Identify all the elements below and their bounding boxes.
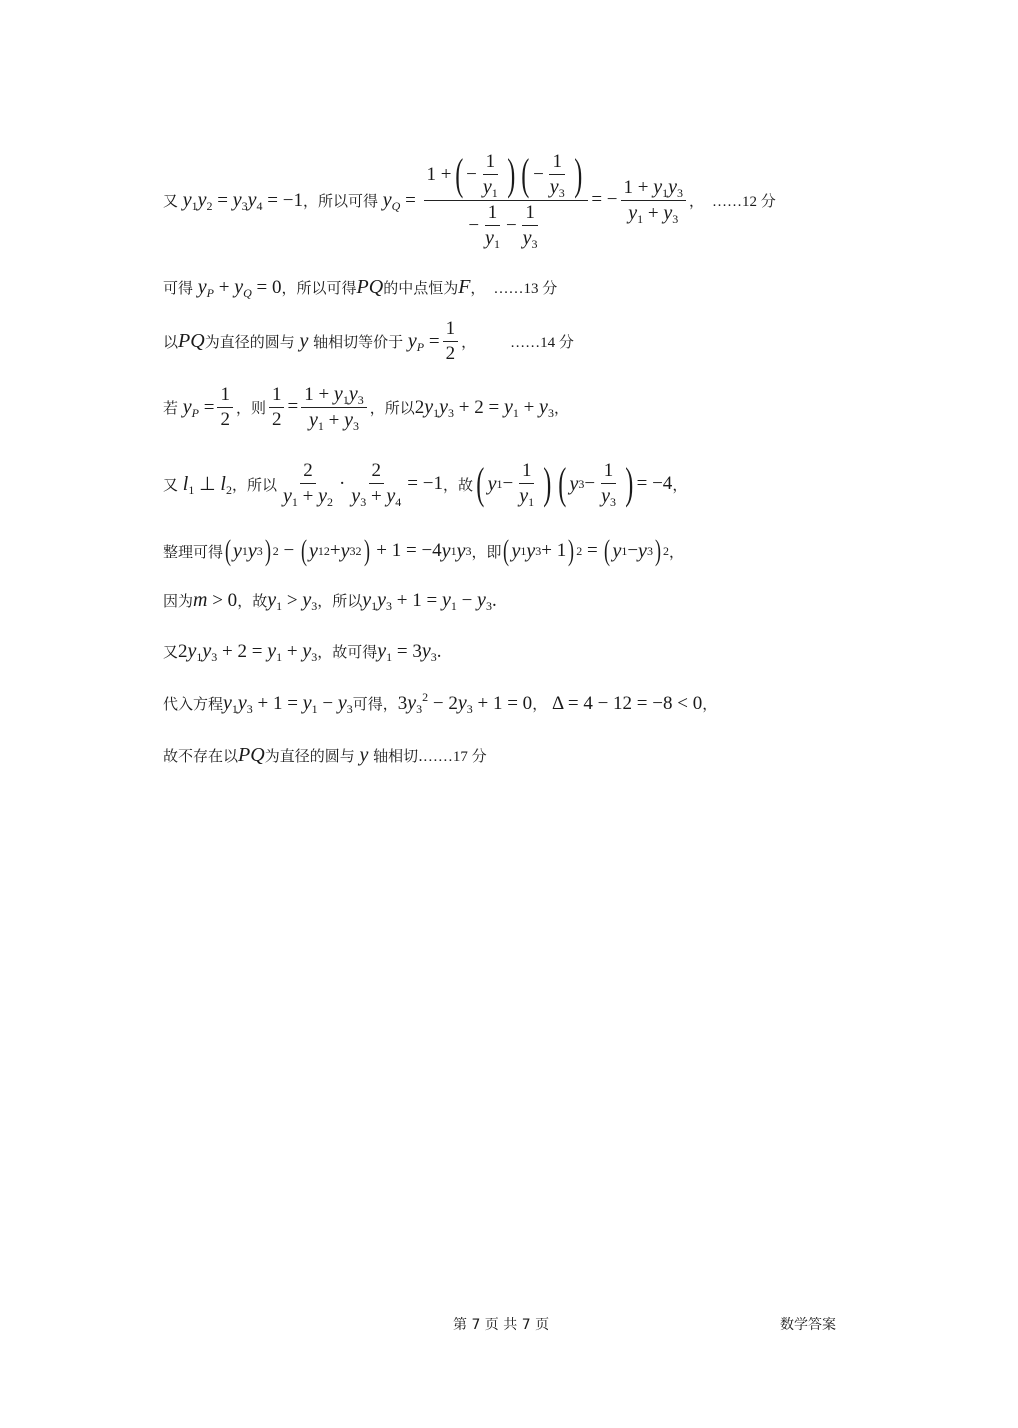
text: 轴相切等价于 bbox=[313, 332, 404, 351]
equation-line-6: 整理可得 ( y 1 y 3 ) 2 − ( y 1 2 + y 3 2 ) + 1 = −4 y 1 y 3 ，即 ( y 1 y 3 + 1 ) 2 = ( y 1 − y 3 ) 2 ， bbox=[163, 534, 684, 567]
equation-line-9: 代入方程 $y_1y_3 + 1 = y_1 - y_3$ 可得， $3y_3^2 - 2y_3 + 1 = 0$ ， Δ = 4 − 12 = −8 < 0 ， bbox=[163, 690, 718, 716]
equation-line-7: 因为 m > 0 ，故 $y_1 > y_3$ ，所以 $y_1y_3 + 1 = y_1 - y_3$ . bbox=[163, 589, 497, 613]
text: ，故 bbox=[442, 475, 473, 494]
score-marker: ……17 分 bbox=[422, 749, 487, 765]
text: 可得， bbox=[352, 695, 398, 713]
text: ，则 bbox=[235, 398, 266, 417]
text: ， bbox=[702, 695, 718, 713]
text: . bbox=[436, 640, 442, 662]
equation-line-2: 可得 $y_P + y_Q = 0$ ，所以可得 PQ 的中点恒为 F ， ……13 分 bbox=[163, 276, 558, 300]
text: ，所以 bbox=[231, 475, 277, 494]
text: 轴相切. bbox=[373, 747, 423, 765]
text: ，故 bbox=[237, 592, 268, 610]
text: 故不存在以 bbox=[163, 747, 239, 765]
text: ，所以可得 bbox=[302, 191, 378, 210]
equation-line-4: 若 $y_P$ = $\frac{1}{2}$ ，则 $\frac{1}{2}$ = $\frac{1 + y_1y_3}{y_1 + y_3}$ ，所以 $2y_1y_3 + 2 = y_1 + y_3$ ， bbox=[163, 382, 569, 433]
text: ， bbox=[672, 475, 688, 494]
document-subject: 数学答案 bbox=[780, 1317, 836, 1333]
text: 整理可得 bbox=[163, 542, 224, 561]
text: ， bbox=[461, 332, 477, 351]
equation-line-3: 以 PQ 为直径的圆与 y 轴相切等价于 $y_P$ = $\frac{1}{2}$ ， ……14 分 bbox=[163, 317, 574, 364]
score-marker: ……14 分 bbox=[510, 334, 574, 351]
text: 又 bbox=[163, 191, 179, 210]
text: ，所以 bbox=[369, 398, 415, 417]
text: ， bbox=[470, 279, 486, 297]
text: 又 bbox=[163, 475, 179, 494]
fraction-yq: 1 + ( − $\frac{1}{y_1}$ ) ( − $\frac{1}{y_3}$ ) − $\frac{1}{y_1}$ − $\frac{1}{y_3}$ bbox=[424, 151, 589, 250]
score-marker: ……12 分 bbox=[712, 193, 776, 210]
text: ， bbox=[668, 542, 684, 561]
text: ，所以可得 bbox=[281, 279, 357, 297]
text: ，故可得 bbox=[317, 643, 378, 661]
text: ， bbox=[532, 695, 548, 713]
equation-line-10: 故不存在以 PQ 为直径的圆与 y 轴相切. ……17 分 bbox=[163, 744, 487, 766]
text: 因为 bbox=[163, 592, 194, 610]
text: ， bbox=[689, 191, 705, 210]
equation-line-5: 又 $l_1$ ⊥ $l_2$ ，所以 $\frac{2}{y_1 + y_2}$ · $\frac{2}{y_3 + y_4}$ = −1 ，故 ( y 1 − $\frac{1}{y_1}$ ) ( y 3 − $\frac{1}{y_3}$ ) = −4 ， bbox=[163, 459, 688, 509]
text: ， bbox=[553, 398, 569, 417]
text: 若 bbox=[163, 398, 179, 417]
text: ，即 bbox=[471, 542, 502, 561]
page-number: 第 7 页 共 7 页 bbox=[453, 1317, 550, 1333]
text: . bbox=[491, 589, 497, 611]
equation-line-8: 又 $2y_1y_3 + 2 = y_1 + y_3$ ，故可得 $y_1 = 3y_3$ . bbox=[163, 640, 442, 664]
text: 的中点恒为 bbox=[383, 279, 459, 297]
text: 可得 bbox=[163, 279, 194, 297]
text: ，所以 bbox=[317, 592, 363, 610]
score-marker: ……13 分 bbox=[493, 281, 558, 297]
text: 为直径的圆与 bbox=[204, 332, 295, 351]
text: 又 bbox=[163, 643, 179, 661]
equation-line-1: 又 $y_1y_2 = y_3y_4 = -1$ ，所以可得 $y_Q$ = 1 + ( − $\frac{1}{y_1}$ ) ( − $\frac{1}{y_3}$ ) − $\frac{1}{y_1}$ − $\frac{1}{y_3}$ = − $\frac{1 + y_1y_3}{y_1 + y_3}$ ， ……12 分 bbox=[163, 149, 776, 251]
text: 代入方程 bbox=[163, 695, 224, 713]
text: 为直径的圆与 bbox=[264, 747, 355, 765]
text: 以 bbox=[163, 332, 179, 351]
